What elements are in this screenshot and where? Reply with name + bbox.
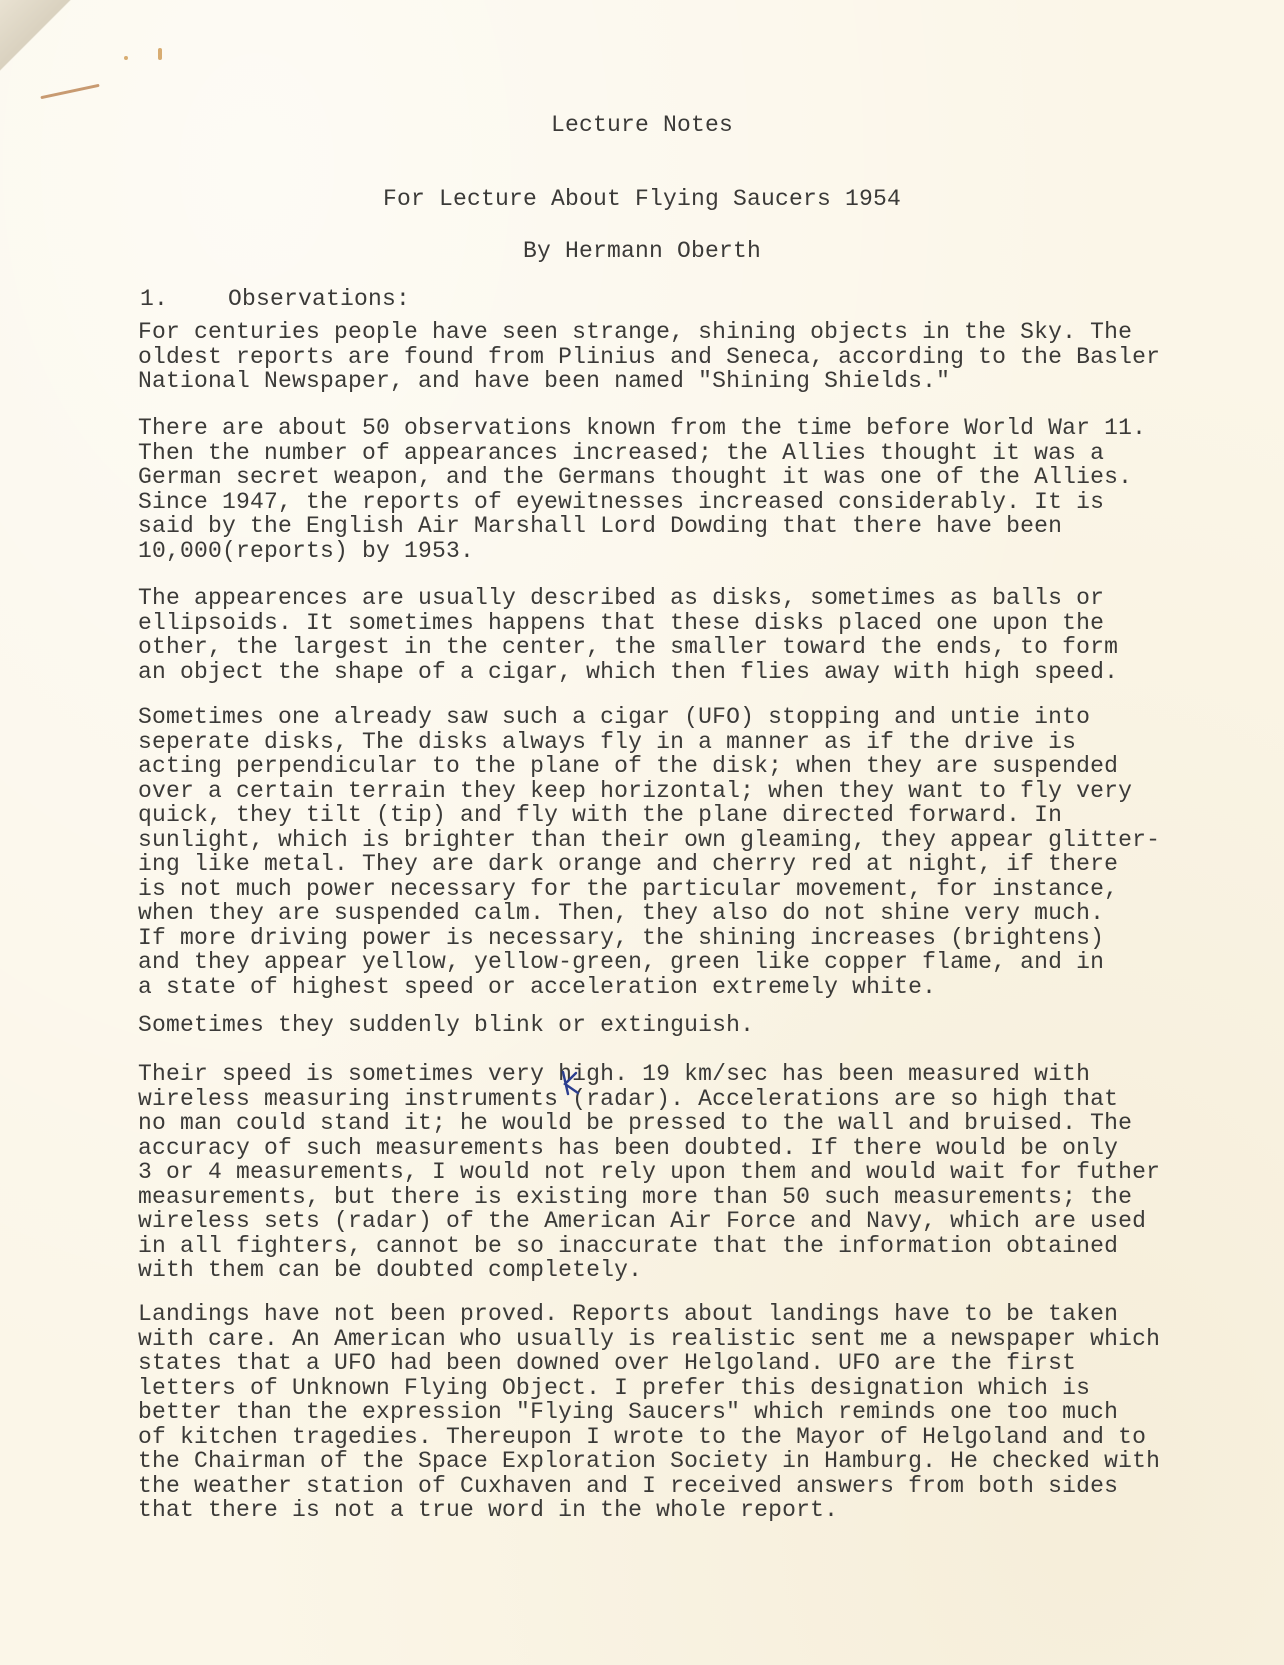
ink-correction-mark xyxy=(559,1070,581,1096)
paragraph-2: There are about 50 observations known from the time before World War 11. Then the number of appearances increased; the Allies thought it was a German secret weapon, and the Germans thought it was one of the Allies. Since 1947, the reports of eyewitnesses increased considerably. It is said by the English Air Marshall Lord Dowding that there have been 10,000(reports) by 1953. xyxy=(138,415,1147,564)
paragraph-3: The appearences are usually described as disks, sometimes as balls or ellipsoids. It sometimes happens that these disks placed one upon the other, the largest in the center, the smaller toward the ends, to form an object the shape of a cigar, which then flies away with high speed. xyxy=(138,585,1119,685)
document-subtitle: For Lecture About Flying Saucers 1954 xyxy=(382,186,902,212)
paragraph-4: Sometimes one already saw such a cigar (UFO) stopping and untie into seperate disks, The disks always fly in a manner as if the drive is acting perpendicular to the plane of the disk; when they are suspended over a certain terrain they keep horizontal; when they want to fly very quick, they tilt (tip) and fly with the plane directed forward. In sunlight, which is brighter than their own gleaming, they appear glitter- ing like metal. They are dark orange and cherry red at night, if there is not much power necessary for the particular movement, for instance, when they are suspended calm. Then, they also do not shine very much. If more driving power is necessary, the shining increases (brightens) and they appear yellow, yellow-green, green like copper flame, and in a state of highest speed or acceleration extremely white. xyxy=(138,704,1161,1000)
paper-speck xyxy=(40,84,99,99)
paragraph-6: Their speed is sometimes very high. 19 km/sec has been measured with wireless measuring instruments (radar). Accelerations are so high that no man could stand it; he would be pressed to the wall and bruised. The accuracy of such measurements has been doubted. If there would be only 3 or 4 measurements, I would not rely upon them and would wait for futher measurements, but there is existing more than 50 such measurements; the wireless sets (radar) of the American Air Force and Navy, which are used in all fighters, cannot be so inaccurate that the information obtained with them can be doubted completely. xyxy=(138,1061,1161,1283)
paper-speck xyxy=(124,56,128,60)
paragraph-5: Sometimes they suddenly blink or extinguish. xyxy=(138,1012,755,1038)
torn-corner xyxy=(0,0,80,75)
paragraph-7: Landings have not been proved. Reports about landings have to be taken with care. An American who usually is realistic sent me a newspaper which states that a UFO had been downed over Helgoland. UFO are the first letters of Unknown Flying Object. I prefer this designation which is better than the expression "Flying Saucers" which reminds one too much of kitchen tragedies. Thereupon I wrote to the Mayor of Helgoland and to the Chairman of the Space Exploration Society in Hamburg. He checked with the weather station of Cuxhaven and I received answers from both sides that there is not a true word in the whole report. xyxy=(138,1301,1161,1523)
document-title: Lecture Notes xyxy=(550,112,734,138)
paragraph-1: For centuries people have seen strange, shining objects in the Sky. The oldest reports are found from Plinius and Seneca, according to the Basler National Newspaper, and have been named "Shining Shields." xyxy=(138,319,1161,394)
section-title: Observations: xyxy=(228,286,411,312)
section-number: 1. xyxy=(140,286,169,312)
paper-speck xyxy=(158,48,162,60)
section-heading xyxy=(140,286,410,312)
document-author: By Hermann Oberth xyxy=(522,238,762,264)
